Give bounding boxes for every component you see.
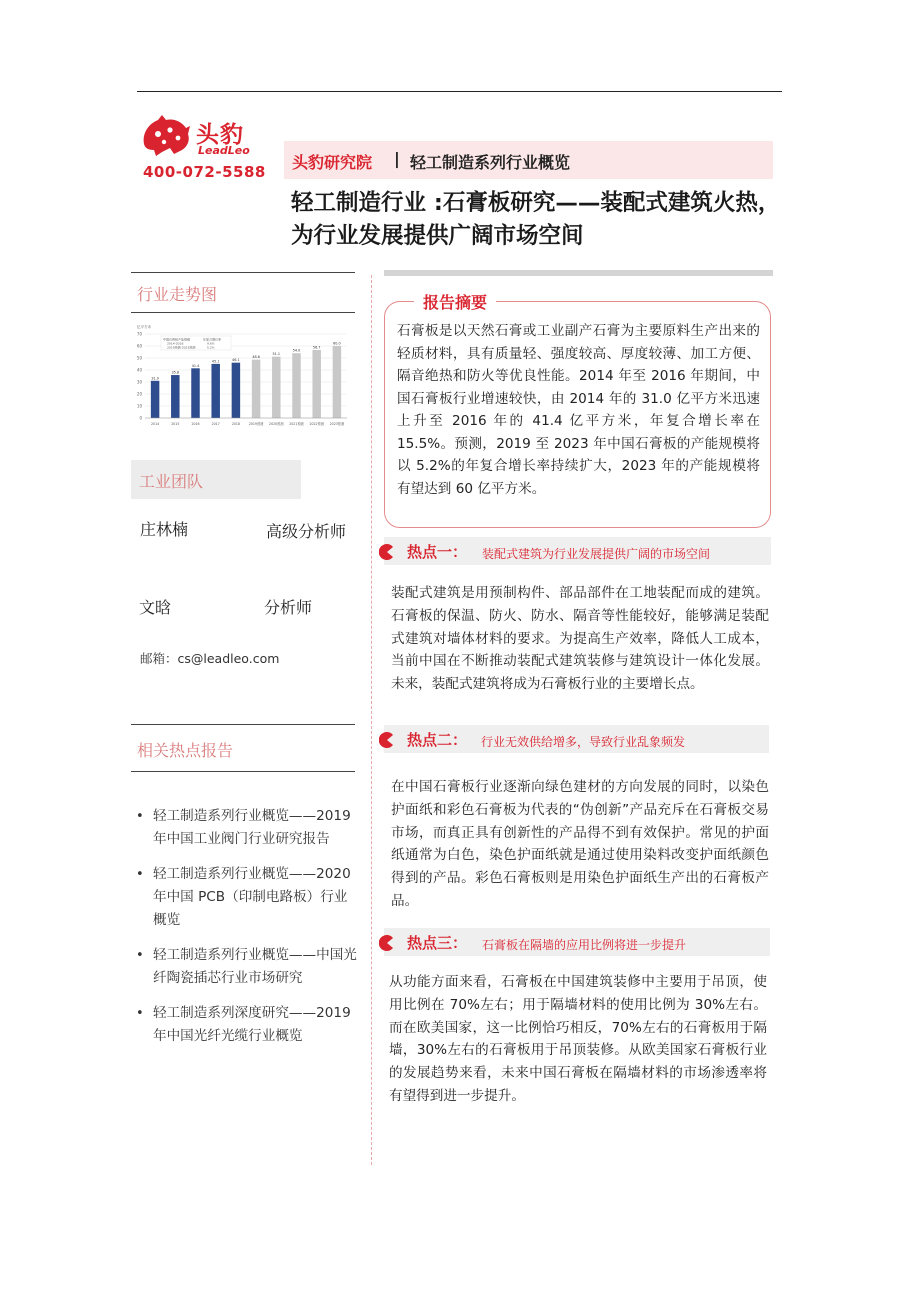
trend-chart-svg — [131, 322, 353, 430]
column-divider — [371, 275, 372, 1165]
hot-topic-desc: 装配式建筑为行业发展提供广阔的市场空间 — [482, 547, 711, 561]
phone-number: 400-072-5588 — [143, 163, 266, 181]
hot-topic-band — [384, 928, 770, 956]
bar — [272, 357, 280, 418]
hot-topic-desc: 石膏板在隔墙的应用比例将进一步提升 — [482, 938, 687, 952]
abstract-title: 报告摘要 — [414, 290, 496, 313]
bar-value-label: 60.0 — [333, 341, 341, 346]
related-report-link[interactable]: • 轻工制造系列行业概览——2020 年中国 PCB（印制电路板）行业概览 — [136, 863, 361, 932]
pie-marker-icon — [379, 544, 395, 560]
x-tick-label: 2023预测 — [329, 422, 345, 426]
team-heading-band — [131, 460, 301, 499]
bar-value-label: 56.7 — [312, 345, 321, 350]
leopard-head-icon — [140, 114, 192, 158]
sidebar-rule-trend — [131, 312, 355, 313]
analyst-role: 高级分析师 — [266, 522, 347, 541]
x-tick-label: 2020预测 — [269, 422, 284, 426]
hot-topic-band — [384, 725, 769, 753]
abstract-text: 石膏板是以天然石膏或工业副产石膏为主要原料生产出来的轻质材料，具有质量轻、强度较高、厚度较薄、加工方便、隔音绝热和防火等优良性能。2014 年至 2016 年期间，中国石膏板行业增速较快，由 2014 年的 31.0 亿平方米迅速上升至 2016 年的 41.4 亿平方米，年复合增长率在 15.5%。预测，2019 至 2023 年中国石膏板的产能规模将以 5.2%的年复合增长率持续扩大，2023 年的产能规模将有望达到 60 亿平方米。 — [397, 323, 760, 497]
bar — [252, 360, 260, 418]
legend-row-label: 2014-2018 — [167, 341, 184, 346]
page-title: 轻工制造行业 :石膏板研究——装配式建筑火热，为行业发展提供广阔市场空间 — [291, 190, 781, 249]
hot-topic-label: 热点二： — [407, 731, 468, 749]
bar — [191, 368, 199, 418]
legend-header: 年复合增长率 — [203, 337, 222, 342]
sidebar-rule-related — [131, 771, 355, 772]
analyst-role: 分析师 — [264, 598, 313, 617]
legend-row-value: 5.2% — [207, 345, 215, 350]
hot-topic-text: 从功能方面来看，石膏板在中国建筑装修中主要用于吊顶，使用比例在 70%左右；用于隔墙材料的使用比例为 30%左右。而在欧美国家，这一比例恰巧相反，70%左右的石膏板用于隔墙，30%左右的石膏板用于吊顶装修。从欧美国家石膏板行业的发展趋势来看，未来中国石膏板在隔墙材料的市场渗透率将有望得到进一步提升。 — [389, 974, 767, 1104]
legend-row-label: 2019预测-2023预测 — [167, 345, 196, 350]
bar-value-label: 41.4 — [191, 363, 200, 368]
bar — [292, 353, 300, 418]
team-heading: 工业团队 — [139, 472, 204, 491]
bar-value-label: 31.0 — [151, 376, 159, 381]
hot-topic-desc: 行业无效供给增多，导致行业乱象频发 — [481, 735, 686, 749]
related-report-list — [136, 805, 361, 1060]
y-tick-label: 60 — [136, 343, 142, 349]
bar — [312, 350, 320, 418]
header-band — [284, 141, 773, 179]
header-separator: | — [394, 149, 400, 168]
sidebar-rule-top — [131, 272, 355, 273]
x-tick-label: 2014 — [151, 422, 160, 426]
bar — [171, 375, 179, 418]
contact-email: 邮箱：cs@leadleo.com — [140, 651, 280, 666]
bar-value-label: 45.1 — [211, 359, 220, 364]
bar — [211, 364, 219, 418]
pie-marker-icon — [379, 732, 395, 748]
bar-value-label: 51.1 — [272, 352, 281, 357]
x-tick-label: 2019预测 — [248, 422, 264, 426]
y-tick-label: 70 — [136, 331, 142, 337]
legend-header: 中国石膏板产能规模 — [163, 337, 191, 342]
hot-topic-text: 装配式建筑是用预制构件、部品部件在工地装配而成的建筑。石膏板的保温、防火、防水、隔音等性能较好，能够满足装配式建筑对墙体材料的要求。为提高生产效率，降低人工成本，当前中国在不断推动装配式建筑装修与建筑设计一体化发展。未来，装配式建筑将成为石膏板行业的主要增长点。 — [391, 585, 769, 693]
x-tick-label: 2015 — [171, 422, 180, 426]
x-tick-label: 2018 — [231, 422, 240, 426]
related-heading: 相关热点报告 — [137, 741, 234, 760]
series-name: 轻工制造系列行业概览 — [410, 153, 571, 172]
pie-marker-icon — [379, 935, 395, 951]
institute-name: 头豹研究院 — [292, 153, 373, 172]
y-tick-label: 0 — [139, 415, 142, 421]
analyst-name: 文晗 — [139, 598, 172, 617]
bar-value-label: 54.0 — [292, 348, 301, 353]
y-tick-label: 10 — [136, 403, 142, 409]
bar-value-label: 46.1 — [232, 358, 240, 363]
bar-value-label: 35.8 — [171, 370, 180, 375]
sidebar-rule-related-top — [131, 724, 355, 725]
related-report-link[interactable]: • 轻工制造系列深度研究——2019 年中国光纤光缆行业概览 — [136, 1002, 361, 1048]
hot-topic-band — [384, 537, 771, 565]
y-tick-label: 40 — [136, 367, 142, 373]
bar-value-label: 48.6 — [252, 355, 260, 360]
hot-topic-label: 热点一： — [407, 543, 468, 561]
trend-chart — [131, 322, 353, 430]
bar — [151, 381, 159, 418]
x-tick-label: 2016 — [191, 422, 200, 426]
related-report-link[interactable]: • 轻工制造系列行业概览——2019 年中国工业阀门行业研究报告 — [136, 805, 361, 851]
hot-topic-label: 热点三： — [407, 934, 468, 952]
hot-topic-text: 在中国石膏板行业逐渐向绿色建材的方向发展的同时，以染色护面纸和彩色石膏板为代表的“伪创新”产品充斥在石膏板交易市场，而真正具有创新性的产品得不到有效保护。常见的护面纸通常为白色，染色护面纸就是通过使用染料改变护面纸颜色得到的产品。彩色石膏板则是用染色护面纸生产出的石膏板产品。 — [391, 779, 769, 909]
y-tick-label: 20 — [136, 391, 142, 397]
y-tick-label: 30 — [136, 379, 142, 385]
x-tick-label: 2017 — [211, 422, 220, 426]
analyst-name: 庄林楠 — [140, 520, 189, 539]
y-unit-label: 亿平方米 — [137, 325, 151, 329]
legend-row-value: 9.6% — [207, 341, 215, 346]
title-rule — [384, 270, 773, 276]
logo-text-en: LeadLeo — [198, 144, 250, 157]
logo-text-cn: 头豹 — [196, 122, 244, 148]
y-tick-label: 50 — [136, 355, 142, 361]
leadleo-logo — [140, 110, 265, 165]
trend-heading: 行业走势图 — [137, 285, 218, 304]
x-tick-label: 2021预测 — [289, 422, 304, 426]
related-report-link[interactable]: • 轻工制造系列行业概览——中国光纤陶瓷插芯行业市场研究 — [136, 944, 361, 990]
bar — [232, 363, 240, 418]
top-rule — [137, 91, 782, 92]
x-tick-label: 2022预测 — [309, 422, 324, 426]
bar — [333, 346, 341, 418]
